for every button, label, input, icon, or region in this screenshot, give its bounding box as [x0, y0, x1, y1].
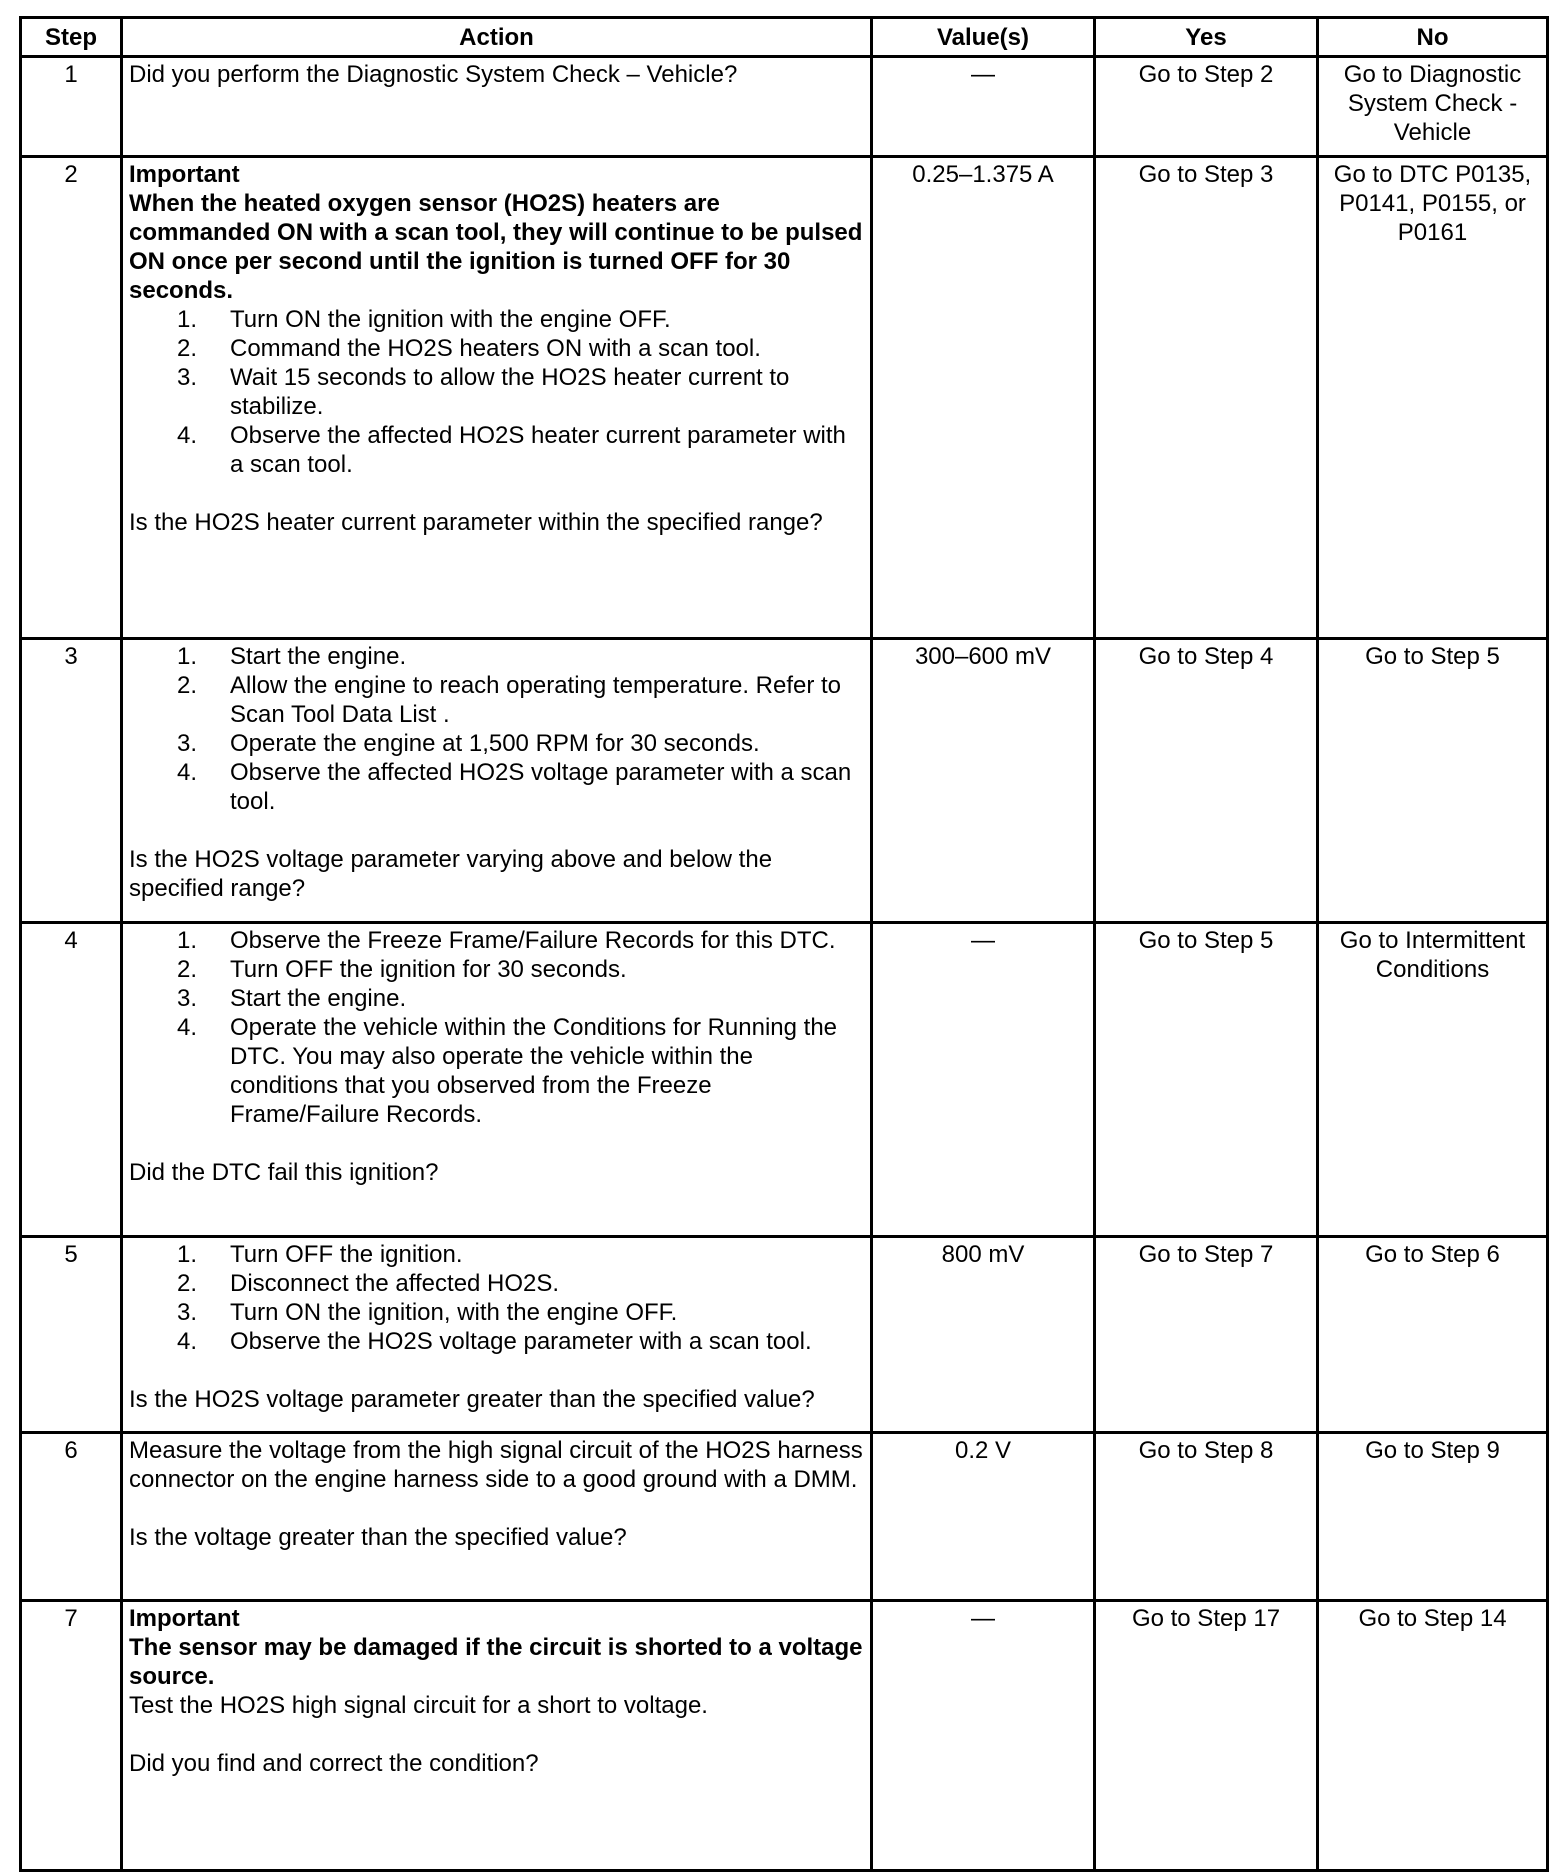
important-title: Important — [129, 1605, 240, 1632]
item-number: 3. — [177, 985, 198, 1012]
important-body: When the heated oxygen sensor (HO2S) heaters are commanded ON with a scan tool, they will continue to be pulsed ON once per second until the ignition is turned OFF for 30 seconds. — [129, 190, 863, 304]
item-text: Allow the engine to reach operating temperature. Refer to Scan Tool Data List . — [230, 672, 842, 728]
action-cell — [122, 157, 872, 639]
item-number: 1. — [177, 643, 198, 670]
list-item — [129, 729, 864, 758]
no-cell — [1318, 1601, 1548, 1871]
value-cell: — — [872, 57, 1095, 157]
important-title: Important — [129, 161, 240, 188]
item-number: 4. — [177, 422, 198, 449]
item-number: 2. — [177, 956, 198, 983]
step-number: 7 — [21, 1601, 122, 1871]
no-line: Conditions — [1375, 956, 1490, 983]
no-line: System Check - — [1347, 90, 1518, 117]
list-item — [129, 1240, 864, 1269]
action-cell — [122, 923, 872, 1237]
diagnostic-table — [19, 16, 1549, 1872]
item-text: Operate the engine at 1,500 RPM for 30 seconds. — [230, 730, 760, 757]
header-action: Action — [122, 18, 872, 57]
item-text: Command the HO2S heaters ON with a scan tool. — [230, 335, 761, 362]
yes-cell: Go to Step 7 — [1095, 1237, 1318, 1433]
no-cell — [1318, 1237, 1548, 1433]
no-line: Go to Step 6 — [1365, 1241, 1500, 1268]
step-number: 1 — [21, 57, 122, 157]
item-number: 2. — [177, 335, 198, 362]
list-item — [129, 421, 864, 479]
list-item — [129, 305, 864, 334]
step-list — [129, 926, 864, 1129]
no-cell — [1318, 923, 1548, 1237]
item-text: Start the engine. — [230, 643, 407, 670]
step-number: 4 — [21, 923, 122, 1237]
list-item — [129, 1269, 864, 1298]
no-line: Go to Step 9 — [1365, 1437, 1500, 1464]
action-cell — [122, 639, 872, 923]
value-cell: — — [872, 923, 1095, 1237]
item-number: 2. — [177, 1270, 198, 1297]
list-item — [129, 363, 864, 421]
no-cell — [1318, 639, 1548, 923]
no-line: P0161 — [1397, 219, 1468, 246]
item-text: Turn ON the ignition, with the engine OFF. — [230, 1299, 678, 1326]
item-text: Observe the affected HO2S heater current parameter with a scan tool. — [230, 422, 846, 478]
value-cell: 0.25–1.375 A — [872, 157, 1095, 639]
question-text: Did you find and correct the condition? — [129, 1750, 539, 1777]
step-number: 5 — [21, 1237, 122, 1433]
header-values: Value(s) — [872, 18, 1095, 57]
question-text: Did the DTC fail this ignition? — [129, 1159, 439, 1186]
question-text: Is the voltage greater than the specified value? — [129, 1524, 627, 1551]
value-cell: 0.2 V — [872, 1433, 1095, 1601]
action-cell — [122, 1433, 872, 1601]
table-row — [21, 639, 1548, 923]
yes-cell: Go to Step 5 — [1095, 923, 1318, 1237]
list-item — [129, 926, 864, 955]
no-line: Go to Intermittent — [1339, 927, 1526, 954]
item-text: Turn ON the ignition with the engine OFF. — [230, 306, 671, 333]
no-line: Go to Step 5 — [1365, 643, 1500, 670]
item-text: Observe the HO2S voltage parameter with a scan tool. — [230, 1328, 812, 1355]
item-number: 1. — [177, 927, 198, 954]
item-text: Wait 15 seconds to allow the HO2S heater current to stabilize. — [230, 364, 790, 420]
table-row — [21, 1601, 1548, 1871]
value-cell: — — [872, 1601, 1095, 1871]
item-text: Operate the vehicle within the Conditions for Running the DTC. You may also operate the vehicle within the conditions that you observed from the Freeze Frame/Failure Records. — [230, 1014, 838, 1128]
item-text: Start the engine. — [230, 985, 407, 1012]
list-item — [129, 334, 864, 363]
item-number: 4. — [177, 1328, 198, 1355]
question-text: Is the HO2S heater current parameter within the specified range? — [129, 509, 823, 536]
yes-cell: Go to Step 2 — [1095, 57, 1318, 157]
item-text: Disconnect the affected HO2S. — [230, 1270, 560, 1297]
no-line: Vehicle — [1393, 119, 1472, 146]
item-text: Turn OFF the ignition. — [230, 1241, 463, 1268]
action-text: Test the HO2S high signal circuit for a short to voltage. — [129, 1692, 708, 1719]
no-line: Go to DTC P0135, — [1333, 161, 1532, 188]
no-line: P0141, P0155, or — [1339, 190, 1526, 217]
header-yes: Yes — [1095, 18, 1318, 57]
step-list — [129, 1240, 864, 1356]
table-row — [21, 923, 1548, 1237]
action-text: Measure the voltage from the high signal circuit of the HO2S harness connector on the engine harness side to a good ground with a DMM. — [129, 1437, 863, 1493]
yes-cell: Go to Step 17 — [1095, 1601, 1318, 1871]
question-text: Is the HO2S voltage parameter varying above and below the specified range? — [129, 846, 773, 902]
step-list — [129, 305, 864, 479]
action-cell — [122, 57, 872, 157]
table-header-row — [21, 18, 1548, 57]
action-cell — [122, 1601, 872, 1871]
yes-cell: Go to Step 3 — [1095, 157, 1318, 639]
item-number: 1. — [177, 306, 198, 333]
item-number: 4. — [177, 759, 198, 786]
table-row — [21, 57, 1548, 157]
item-number: 1. — [177, 1241, 198, 1268]
no-cell — [1318, 57, 1548, 157]
list-item — [129, 642, 864, 671]
step-number: 6 — [21, 1433, 122, 1601]
no-line: Go to Diagnostic — [1343, 61, 1522, 88]
list-item — [129, 1013, 864, 1129]
table-row — [21, 157, 1548, 639]
item-number: 3. — [177, 730, 198, 757]
list-item — [129, 1327, 864, 1356]
table-row — [21, 1237, 1548, 1433]
action-cell — [122, 1237, 872, 1433]
item-number: 3. — [177, 1299, 198, 1326]
value-cell: 800 mV — [872, 1237, 1095, 1433]
item-number: 4. — [177, 1014, 198, 1041]
value-cell: 300–600 mV — [872, 639, 1095, 923]
list-item — [129, 955, 864, 984]
list-item — [129, 671, 864, 729]
item-number: 3. — [177, 364, 198, 391]
no-cell — [1318, 1433, 1548, 1601]
header-no: No — [1318, 18, 1548, 57]
list-item — [129, 984, 864, 1013]
important-body: The sensor may be damaged if the circuit is shorted to a voltage source. — [129, 1634, 863, 1690]
spacer — [129, 1494, 864, 1523]
spacer — [129, 1720, 864, 1749]
step-number: 2 — [21, 157, 122, 639]
yes-cell: Go to Step 4 — [1095, 639, 1318, 923]
step-list — [129, 642, 864, 816]
yes-cell: Go to Step 8 — [1095, 1433, 1318, 1601]
item-text: Observe the affected HO2S voltage parameter with a scan tool. — [230, 759, 852, 815]
item-text: Turn OFF the ignition for 30 seconds. — [230, 956, 627, 983]
question-text: Is the HO2S voltage parameter greater than the specified value? — [129, 1386, 815, 1413]
item-text: Observe the Freeze Frame/Failure Records for this DTC. — [230, 927, 836, 954]
no-line: Go to Step 14 — [1358, 1605, 1507, 1632]
list-item — [129, 1298, 864, 1327]
item-number: 2. — [177, 672, 198, 699]
header-step: Step — [21, 18, 122, 57]
no-cell — [1318, 157, 1548, 639]
action-text: Did you perform the Diagnostic System Check – Vehicle? — [129, 61, 738, 88]
table-row — [21, 1433, 1548, 1601]
list-item — [129, 758, 864, 816]
step-number: 3 — [21, 639, 122, 923]
